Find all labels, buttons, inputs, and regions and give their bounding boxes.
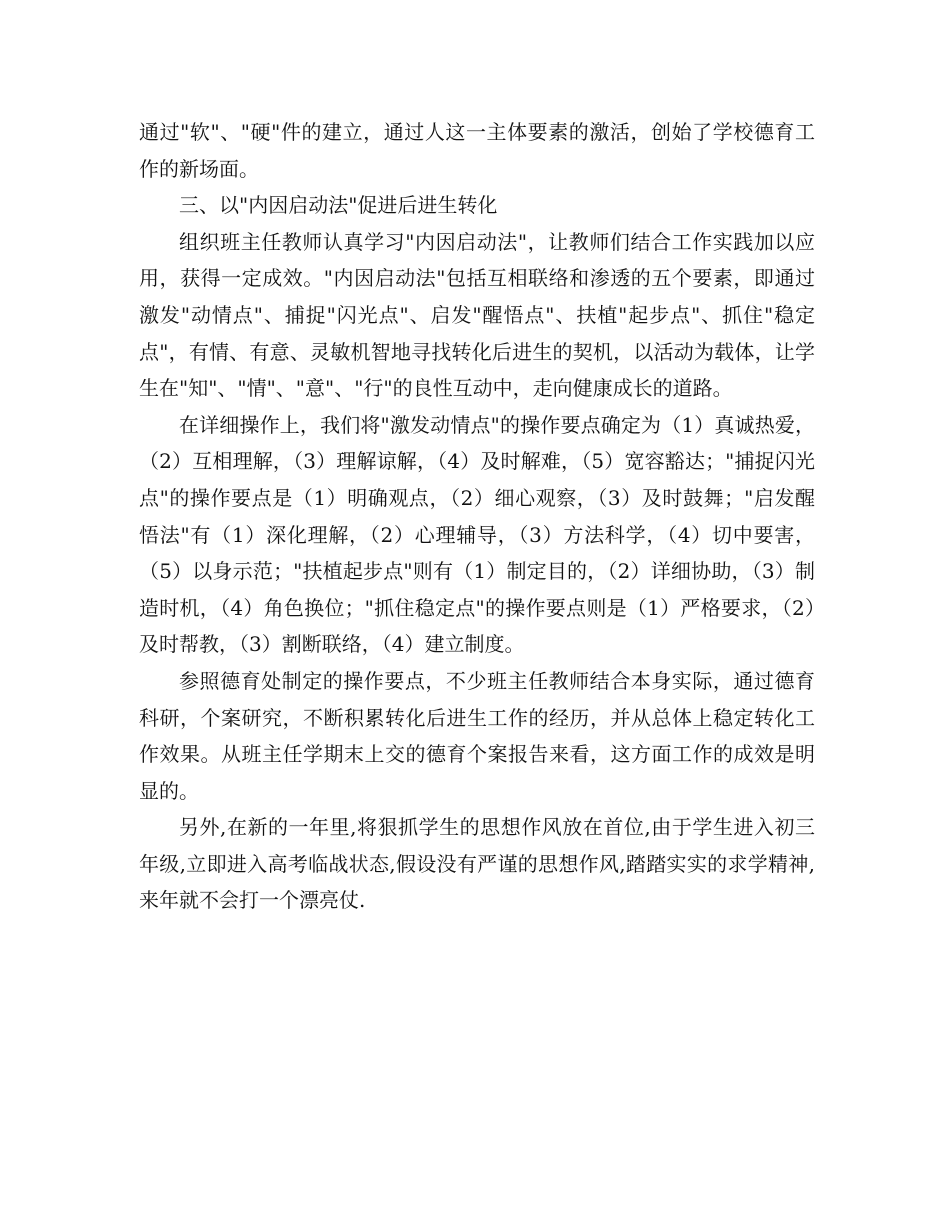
document-body <box>139 114 815 919</box>
paragraph-method-intro: 组织班主任教师认真学习"内因启动法"，让教师们结合工作实践加以应用，获得一定成效。"内因启动法"包括互相联络和渗透的五个要素，即通过激发"动情点"、捕捉"闪光点"、启发"醒悟点"、扶植"起步点"、抓住"稳定点"，有情、有意、灵敏机智地寻找转化后进生的契机，以活动为载体，让学生在"知"、"情"、"意"、"行"的良性互动中，走向健康成长的道路。 <box>139 229 815 401</box>
paragraph-results: 参照德育处制定的操作要点，不少班主任教师结合本身实际，通过德育科研，个案研究，不断积累转化后进生工作的经历，并从总体上稳定转化工作效果。从班主任学期末上交的德育个案报告来看，这方面工作的成效是明显的。 <box>139 668 815 803</box>
section-heading: 三、以"内因启动法"促进后进生转化 <box>179 193 498 218</box>
paragraph-operation-points: 在详细操作上，我们将"激发动情点"的操作要点确定为（1）真诚热爱，（2）互相理解，（3）理解谅解，（4）及时解难，（5）宽容豁达；"捕捉闪光点"的操作要点是（1）明确观点，（2）细心观察，（3）及时鼓舞；"启发醒悟法"有（1）深化理解，（2）心理辅导，（3）方法科学，（4）切中要害，（5）以身示范；"扶植起步点"则有（1）制定目的，（2）详细协助，（3）制造时机，（4）角色换位；"抓住稳定点"的操作要点则是（1）严格要求，（2）及时帮教，（3）割断联络，（4）建立制度。 <box>139 412 815 657</box>
paragraph-conclusion: 另外,在新的一年里,将狠抓学生的思想作风放在首位,由于学生进入初三年级,立即进入高考临战状态,假设没有严谨的思想作风,踏踏实实的求学精神,来年就不会打一个漂亮仗. <box>139 815 815 913</box>
paragraph-continuation: 通过"软"、"硬"件的建立，通过人这一主体要素的激活，创始了学校德育工作的新场面。 <box>139 120 815 181</box>
